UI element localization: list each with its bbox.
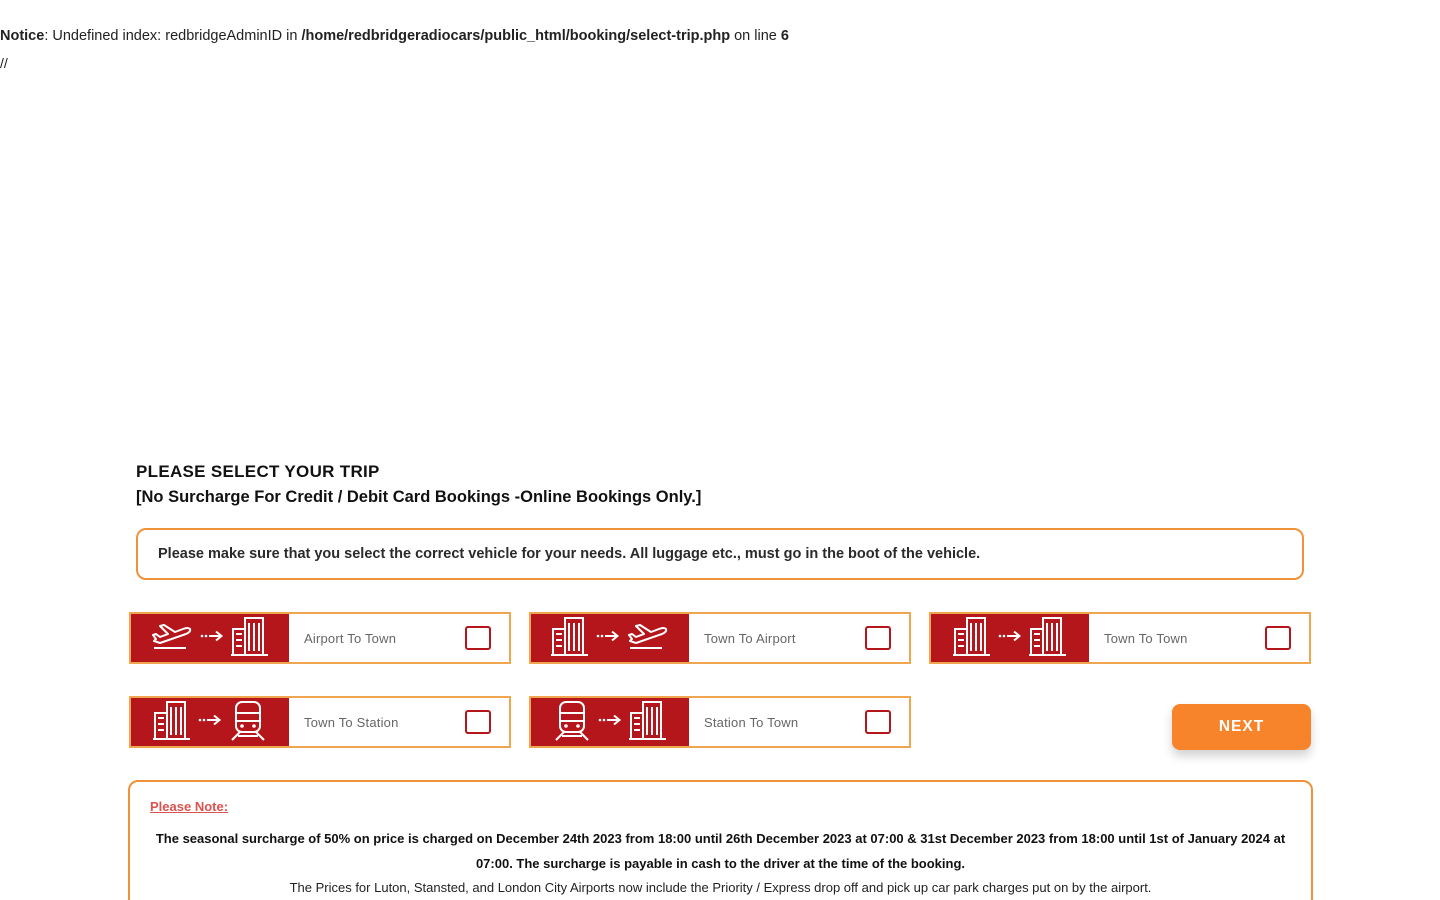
buildings-icon	[152, 699, 192, 746]
trip-label: Town To Station	[304, 714, 399, 730]
notice-message: : Undefined index: redbridgeAdminID in	[44, 28, 302, 44]
trip-label: Airport To Town	[304, 630, 397, 646]
note-title-row	[150, 798, 1291, 816]
next-button[interactable]: NEXT	[1172, 704, 1311, 750]
please-note-box	[128, 780, 1313, 900]
airplane-icon	[150, 621, 194, 656]
comment-slashes: //	[0, 55, 8, 71]
trip-checkbox[interactable]	[465, 710, 491, 734]
trip-option-town-to-town[interactable]	[929, 612, 1311, 664]
note-title-colon: :	[223, 799, 229, 814]
trip-checkbox[interactable]	[1265, 626, 1291, 650]
php-notice	[0, 28, 789, 44]
trip-option-town-to-station[interactable]	[129, 696, 511, 748]
vehicle-warning-text: Please make sure that you select the correct vehicle for your needs. All luggage etc., must go in the boot of the vehicle.	[158, 546, 981, 562]
arrow-icon	[198, 713, 222, 731]
arrow-icon	[596, 629, 620, 647]
trip-icon-panel	[531, 614, 689, 662]
trip-option-station-to-town[interactable]	[529, 696, 911, 748]
airport-prices-text: The Prices for Luton, Stansted, and London City Airports now include the Priority / Express drop off and pick up car park charges put on by the airport.	[289, 880, 1152, 895]
note-title: Please Note	[150, 799, 224, 814]
airplane-icon	[626, 621, 670, 656]
trip-icon-panel	[131, 614, 289, 662]
page-title: PLEASE SELECT YOUR TRIP	[136, 462, 380, 481]
trip-icon-panel	[531, 698, 689, 746]
trip-label: Town To Town	[1104, 630, 1188, 646]
trip-checkbox[interactable]	[465, 626, 491, 650]
trip-icon-panel	[931, 614, 1089, 662]
arrow-icon	[998, 629, 1022, 647]
buildings-icon	[230, 615, 270, 662]
seasonal-surcharge-text: The seasonal surcharge of 50% on price is charged on December 24th 2023 from 18:00 until 26th December 2023 at 07:00 & 31st December 2023 from 18:00 until 1st of January 2024 at 07:00. The surcharge is payable in cash to the driver at the time of the booking.	[155, 831, 1286, 871]
trip-label: Town To Airport	[704, 630, 796, 646]
page-subtitle: [No Surcharge For Credit / Debit Card Bookings -Online Bookings Only.]	[136, 488, 702, 506]
notice-label: Notice	[0, 28, 45, 44]
trip-checkbox[interactable]	[865, 626, 891, 650]
trip-option-town-to-airport[interactable]	[529, 612, 911, 664]
notice-path: /home/redbridgeradiocars/public_html/booking/select-trip.php	[301, 28, 731, 44]
notice-line-number: 6	[780, 28, 789, 44]
train-icon	[552, 699, 592, 746]
trip-checkbox[interactable]	[865, 710, 891, 734]
trip-option-airport-to-town[interactable]	[129, 612, 511, 664]
trip-label: Station To Town	[704, 714, 799, 730]
buildings-icon	[628, 699, 668, 746]
notice-on-line: on line	[730, 28, 781, 44]
vehicle-warning-box	[136, 528, 1304, 580]
buildings-icon	[550, 615, 590, 662]
arrow-icon	[200, 629, 224, 647]
train-icon	[228, 699, 268, 746]
trip-icon-panel	[131, 698, 289, 746]
arrow-icon	[598, 713, 622, 731]
buildings-icon	[1028, 615, 1068, 662]
buildings-icon	[952, 615, 992, 662]
